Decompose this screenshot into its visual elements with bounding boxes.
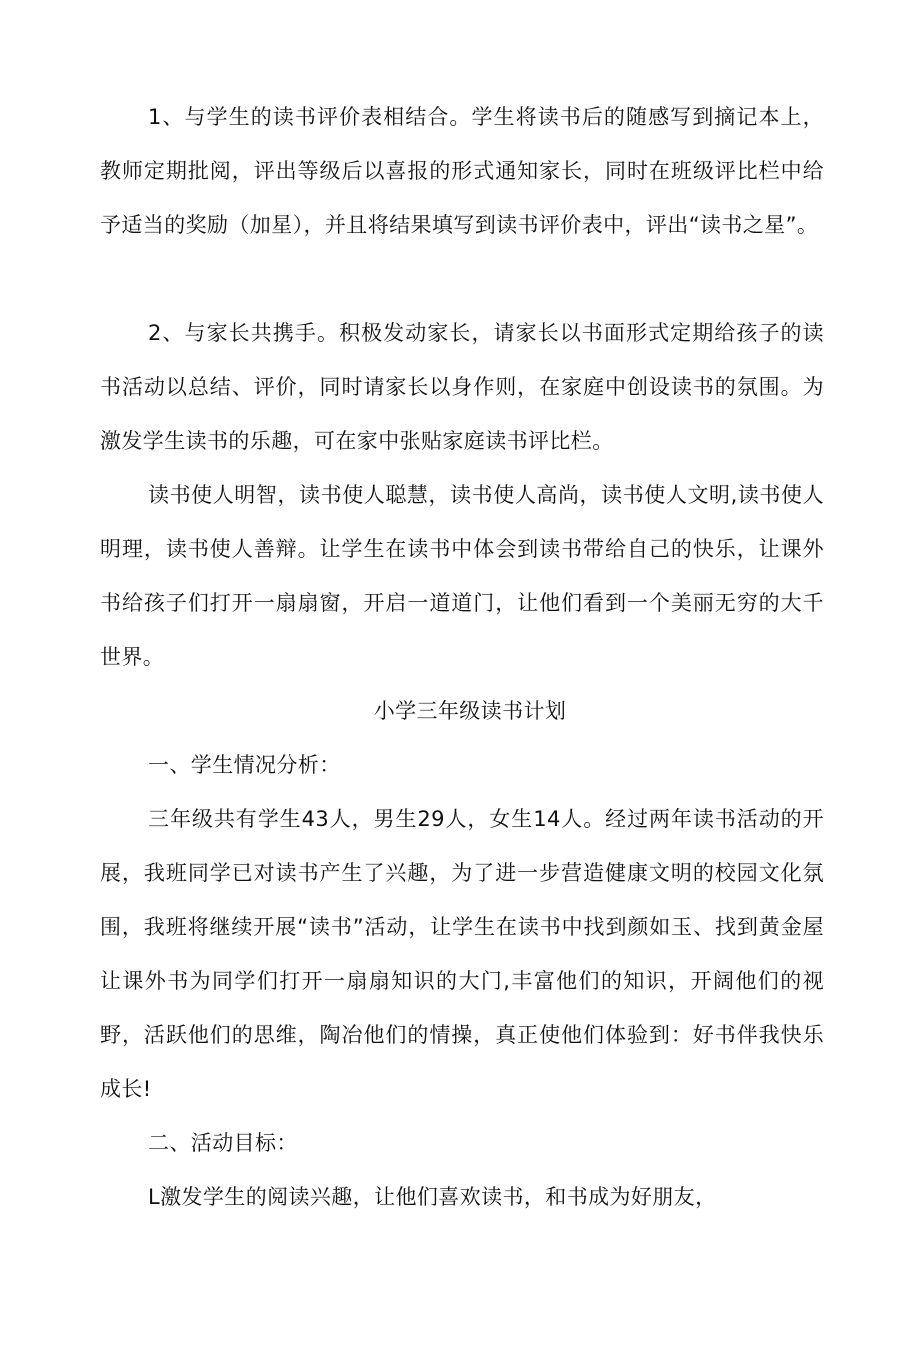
paragraph-reading-evaluation: 1、与学生的读书评价表相结合。学生将读书后的随感写到摘记本上，教师定期批阅，评出等级后以喜报的形式通知家长，同时在班级评比栏中给予适当的奖励（加星），并且将结果填写到读书评价表中，评出“读书之星”。 bbox=[100, 105, 824, 237]
section1-heading: 一、学生情况分析： bbox=[148, 753, 341, 777]
paragraph-reading-benefits: 读书使人明智，读书使人聪慧，读书使人高尚，读书使人文明,读书使人明理，读书使人善辩。让学生在读书中体会到读书带给自己的快乐，让课外书给孩子们打开一扇扇窗，开启一道道门，让他们看到一个美丽无穷的大千世界。 bbox=[100, 483, 824, 669]
section2-heading: 二、活动目标： bbox=[148, 1131, 298, 1155]
section1-body: 三年级共有学生43人，男生29人，女生14人。经过两年读书活动的开展，我班同学已对读书产生了兴趣，为了进一步营造健康文明的校园文化氛围，我班将继续开展“读书”活动，让学生在读书中找到颜如玉、找到黄金屋让课外书为同学们打开一扇扇知识的大门,丰富他们的知识，开阔他们的视野，活跃他们的思维，陶冶他们的情操，真正使他们体验到：好书伴我快乐成长! bbox=[100, 807, 824, 1101]
paragraph-parent-cooperation: 2、与家长共携手。积极发动家长，请家长以书面形式定期给孩子的读书活动以总结、评价，同时请家长以身作则，在家庭中创设读书的氛围。为激发学生读书的乐趣，可在家中张贴家庭读书评比栏。 bbox=[100, 321, 824, 453]
document-title: 小学三年级读书计划 bbox=[373, 699, 567, 723]
section2-item-1: L激发学生的阅读兴趣，让他们喜欢读书，和书成为好朋友， bbox=[148, 1185, 717, 1209]
